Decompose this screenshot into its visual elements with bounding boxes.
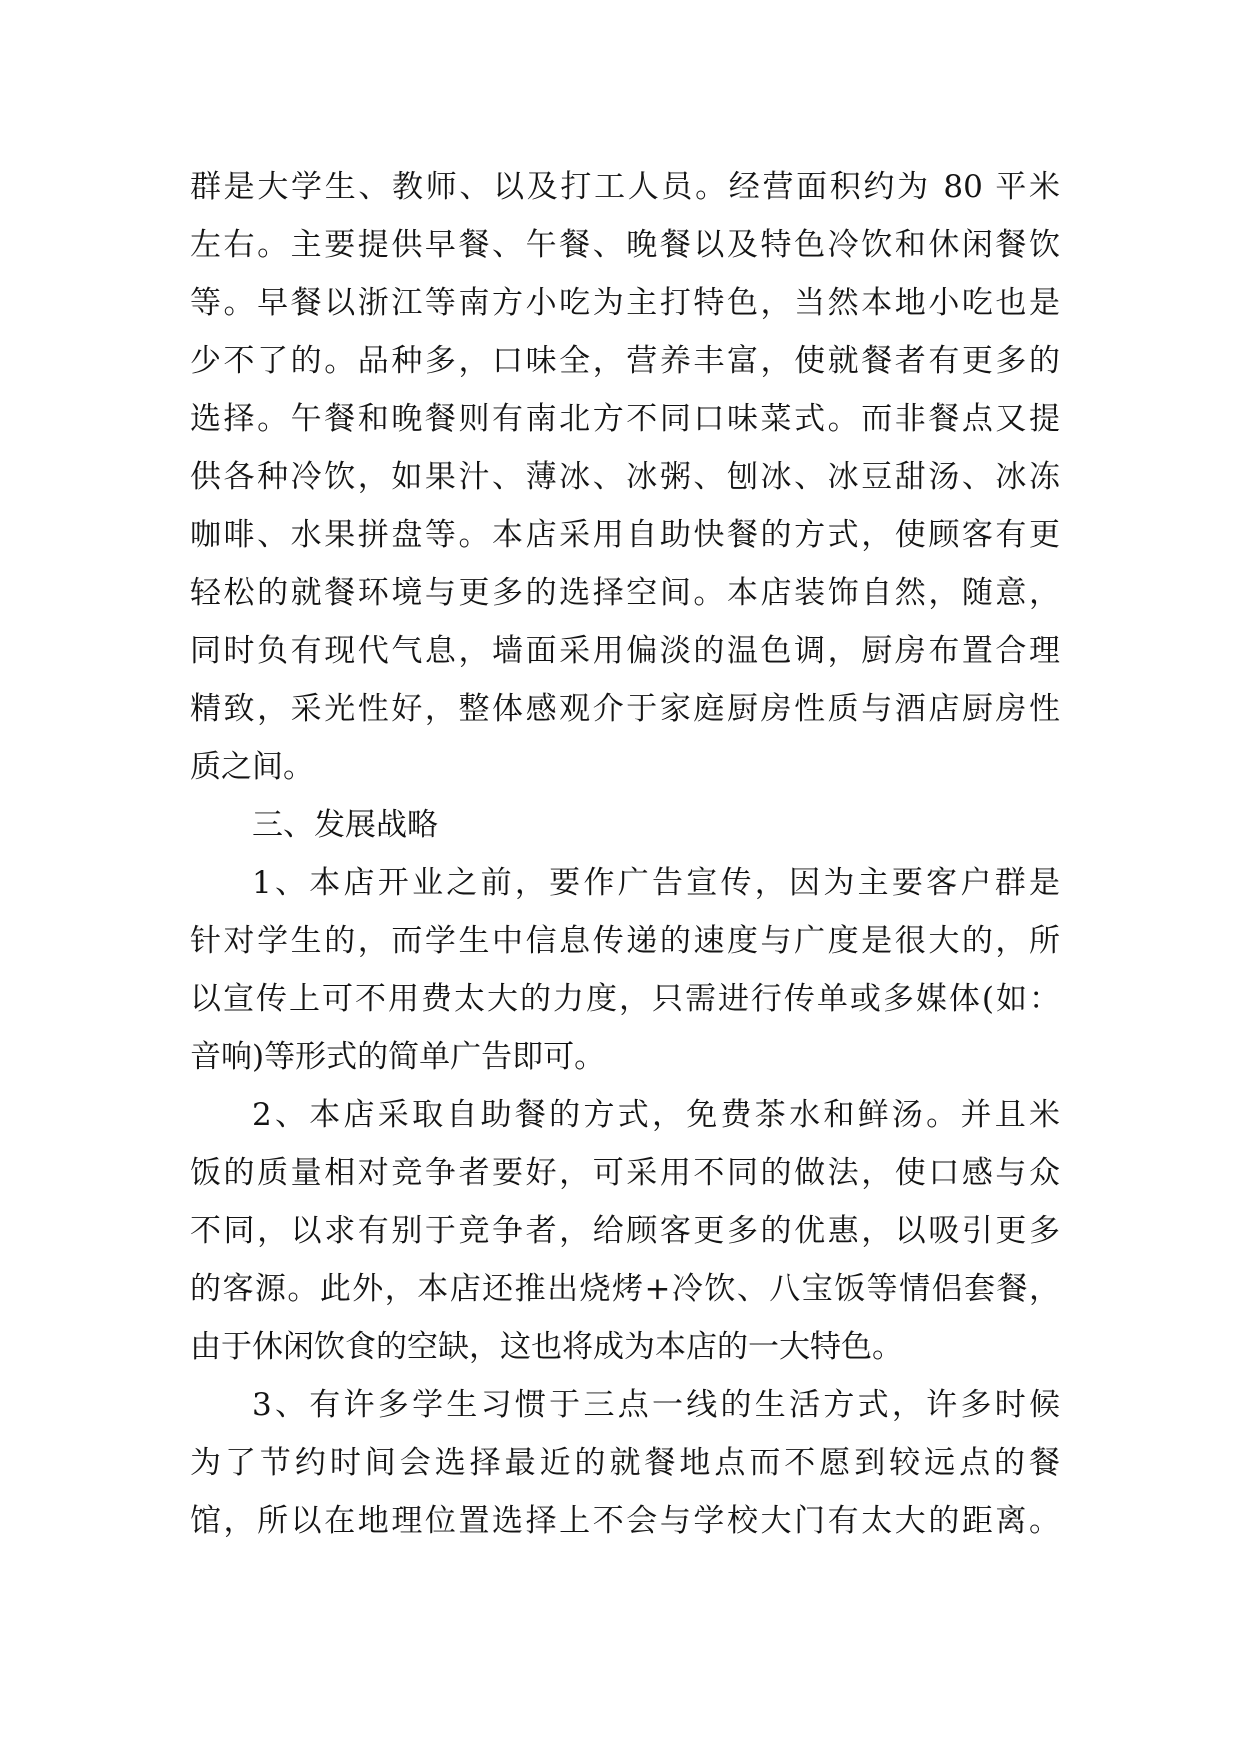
paragraph-line: 针对学生的，而学生中信息传递的速度与广度是很大的，所: [190, 923, 1060, 959]
paragraph-line: 同时负有现代气息，墙面采用偏淡的温色调，厨房布置合理: [190, 633, 1060, 669]
paragraph-line: 3、有许多学生习惯于三点一线的生活方式，许多时候: [252, 1387, 1060, 1423]
paragraph-line: 的客源。此外，本店还推出烧烤+冷饮、八宝饭等情侣套餐，: [190, 1271, 1060, 1307]
paragraph-line: 2、本店采取自助餐的方式，免费茶水和鲜汤。并且米: [252, 1097, 1060, 1133]
paragraph-line: 咖啡、水果拼盘等。本店采用自助快餐的方式，使顾客有更: [190, 517, 1060, 553]
paragraph-line: 轻松的就餐环境与更多的选择空间。本店装饰自然，随意，: [190, 575, 1060, 611]
paragraph-line: 精致，采光性好，整体感观介于家庭厨房性质与酒店厨房性: [190, 691, 1060, 727]
paragraph-line: 质之间。: [190, 749, 314, 785]
paragraph-line: 由于休闲饮食的空缺，这也将成为本店的一大特色。: [190, 1329, 903, 1365]
paragraph-line: 供各种冷饮，如果汁、薄冰、冰粥、刨冰、冰豆甜汤、冰冻: [190, 459, 1060, 495]
paragraph-line: 群是大学生、教师、以及打工人员。经营面积约为 80 平米: [190, 169, 1060, 205]
paragraph-line: 少不了的。品种多，口味全，营养丰富，使就餐者有更多的: [190, 343, 1060, 379]
paragraph-line: 饭的质量相对竞争者要好，可采用不同的做法，使口感与众: [190, 1155, 1060, 1191]
paragraph-line: 馆，所以在地理位置选择上不会与学校大门有太大的距离。: [190, 1503, 1060, 1539]
paragraph-line: 选择。午餐和晚餐则有南北方不同口味菜式。而非餐点又提: [190, 401, 1060, 437]
paragraph-line: 以宣传上可不用费太大的力度，只需进行传单或多媒体(如：: [190, 981, 1060, 1017]
paragraph-line: 音响)等形式的简单广告即可。: [190, 1039, 606, 1075]
paragraph-line: 左右。主要提供早餐、午餐、晚餐以及特色冷饮和休闲餐饮: [190, 227, 1060, 263]
paragraph-line: 等。早餐以浙江等南方小吃为主打特色，当然本地小吃也是: [190, 285, 1060, 321]
paragraph-line: 不同，以求有别于竞争者，给顾客更多的优惠，以吸引更多: [190, 1213, 1060, 1249]
section-heading: 三、发展战略: [252, 807, 438, 843]
paragraph-line: 为了节约时间会选择最近的就餐地点而不愿到较远点的餐: [190, 1445, 1060, 1481]
paragraph-line: 1、本店开业之前，要作广告宣传，因为主要客户群是: [252, 865, 1060, 901]
